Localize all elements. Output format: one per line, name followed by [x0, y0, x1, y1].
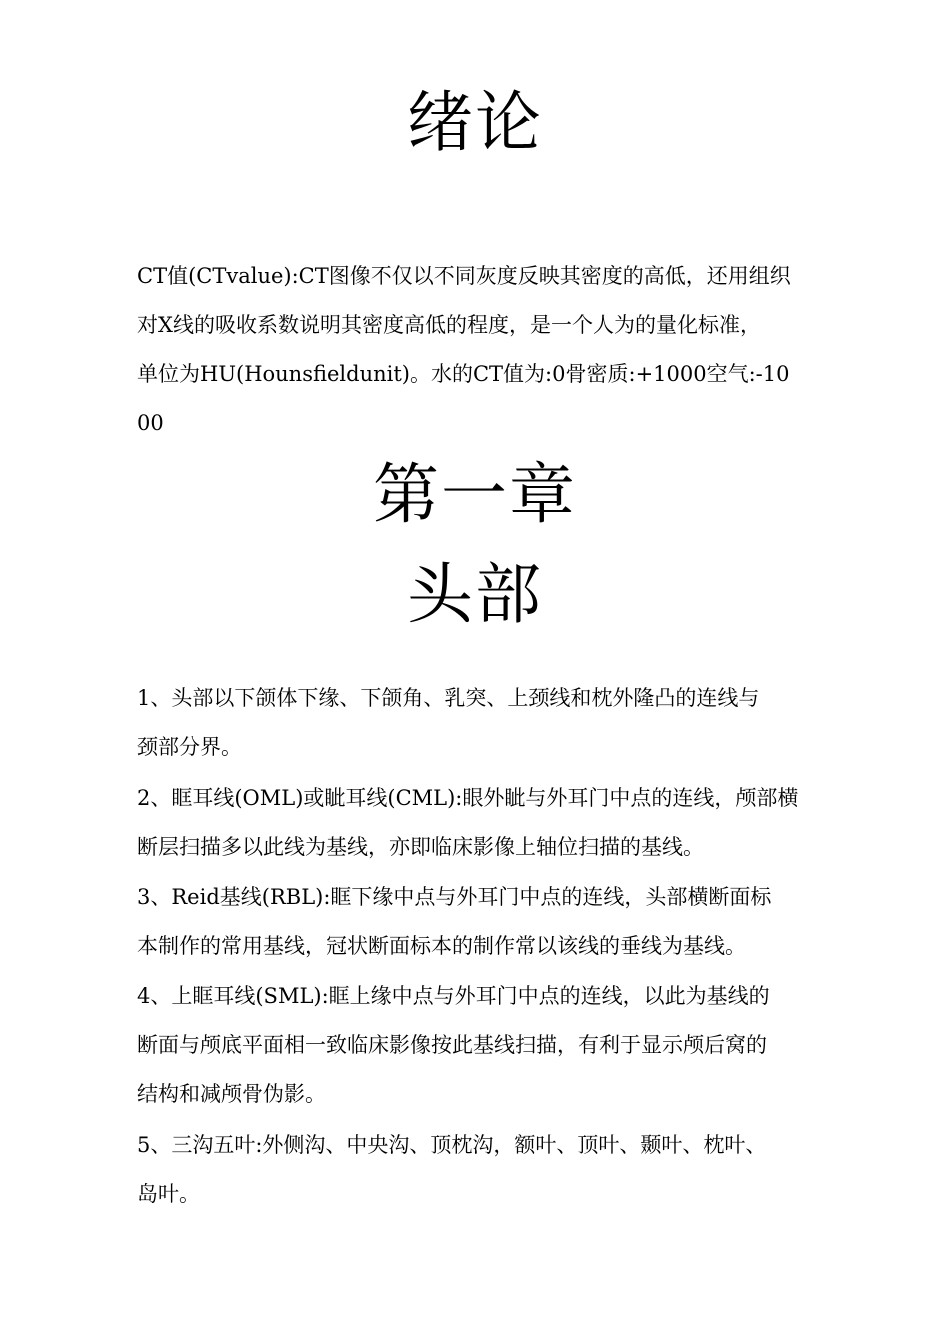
item-line: 5、三沟五叶:外侧沟、中央沟、顶枕沟，额叶、顶叶、颞叶、枕叶、 [137, 1133, 767, 1157]
intro-line: 00 [137, 411, 164, 435]
item-line: 2、眶耳线(OML)或眦耳线(CML):眼外眦与外耳门中点的连线，颅部横 [137, 786, 799, 810]
item-line: 颈部分界。 [137, 735, 242, 759]
chapter-number-title: 第一章 [373, 456, 577, 533]
item-line: 断层扫描多以此线为基线，亦即临床影像上轴位扫描的基线。 [137, 835, 704, 859]
chapter-name-title: 头部 [407, 556, 543, 633]
list-item [137, 1121, 827, 1219]
intro-line: 单位为HU(Hounsfieldunit)。水的CT值为:0骨密质:+1000空气:-10 [137, 362, 790, 386]
item-line: 3、Reid基线(RBL):眶下缘中点与外耳门中点的连线，头部横断面标 [137, 885, 772, 909]
item-line: 断面与颅底平面相一致临床影像按此基线扫描，有利于显示颅后窝的 [137, 1033, 767, 1057]
list-item [137, 674, 827, 772]
item-line: 1、头部以下颌体下缘、下颌角、乳突、上颈线和枕外隆凸的连线与 [137, 686, 760, 710]
list-item [137, 774, 827, 872]
intro-paragraph [137, 252, 827, 448]
intro-line: CT值(CTvalue):CT图像不仅以不同灰度反映其密度的高低，还用组织 [137, 264, 791, 288]
intro-line: 对X线的吸收系数说明其密度高低的程度，是一个人为的量化标准， [137, 313, 761, 337]
list-item [137, 972, 827, 1119]
intro-title: 绪论 [407, 84, 543, 161]
item-line: 岛叶。 [137, 1182, 200, 1206]
item-line: 4、上眶耳线(SML):眶上缘中点与外耳门中点的连线，以此为基线的 [137, 984, 770, 1008]
item-line: 结构和减颅骨伪影。 [137, 1082, 326, 1106]
list-item [137, 873, 827, 971]
item-line: 本制作的常用基线，冠状断面标本的制作常以该线的垂线为基线。 [137, 934, 746, 958]
